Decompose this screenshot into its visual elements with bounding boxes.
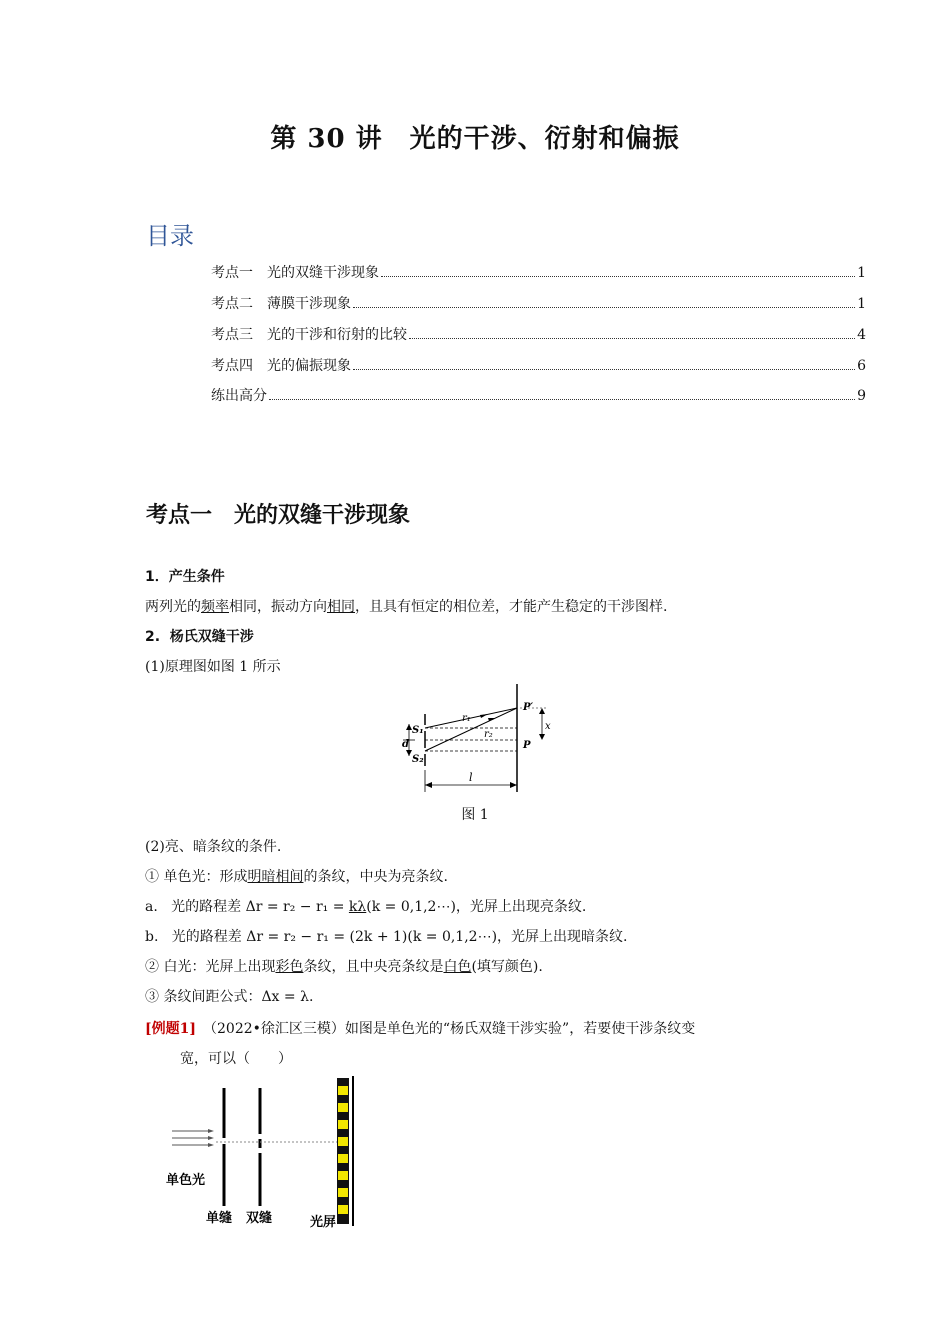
toc-item-page: 9 <box>857 388 866 404</box>
item1-text: 两列光的频率相同，振动方向相同，且具有恒定的相位差，才能产生稳定的干涉图样. <box>145 599 668 615</box>
label-s2: S₂ <box>412 754 424 765</box>
page-title: 第 30 讲 光的干涉、衍射和偏振 <box>270 124 680 154</box>
toc-item[interactable] <box>211 262 866 282</box>
toc-item-label: 考点二 薄膜干涉现象 <box>211 296 351 312</box>
label-d: d <box>402 739 409 750</box>
label-single-slit: 单缝 <box>206 1211 233 1226</box>
toc-leader-dots <box>381 276 855 277</box>
toc-item[interactable] <box>211 385 866 405</box>
label-p: P <box>523 740 531 751</box>
toc-item-label: 练出高分 <box>211 388 267 404</box>
toc-item[interactable] <box>211 324 866 344</box>
toc-leader-dots <box>269 399 855 400</box>
label-r1: r₁ <box>462 713 471 724</box>
white-light-text: ② 白光：光屏上出现彩色条纹，且中央亮条纹是白色(填写颜色). <box>145 959 543 975</box>
label-double-slit: 双缝 <box>246 1211 273 1226</box>
bright-fringe-condition: a. 光的路程差 Δr = r₂ − r₁ = kλ(k = 0,1,2⋯)，光屏上出现亮条纹. <box>145 899 587 915</box>
double-slit-diagram <box>392 684 562 796</box>
label-x: x <box>545 721 551 732</box>
mono-light-text: ① 单色光：形成明暗相间的条纹，中央为亮条纹. <box>145 869 448 885</box>
example-label: [例题1] <box>145 1021 196 1037</box>
example-question: [例题1] （2022•徐汇区三模）如图是单色光的“杨氏双缝干涉实验”，若要使干涉条纹变 <box>145 1021 696 1037</box>
toc-item[interactable] <box>211 355 866 375</box>
experiment-diagram <box>160 1076 360 1230</box>
toc-item-page: 4 <box>857 327 866 343</box>
dark-fringe-condition: b. 光的路程差 Δr = r₂ − r₁ = (2k + 1)(k = 0,1,2⋯)，光屏上出现暗条纹. <box>145 929 628 945</box>
toc-item-page: 1 <box>857 265 866 281</box>
label-l: l <box>469 771 473 784</box>
toc-leader-dots <box>353 307 855 308</box>
label-screen: 光屏 <box>310 1215 337 1230</box>
toc-item-label: 考点一 光的双缝干涉现象 <box>211 265 379 281</box>
label-r2: r₂ <box>484 729 493 740</box>
toc-leader-dots <box>409 338 855 339</box>
label-monochromatic-light: 单色光 <box>166 1173 206 1188</box>
item2-title: 2. 杨氏双缝干涉 <box>145 629 254 645</box>
item1-title: 1．产生条件 <box>145 569 225 585</box>
label-s1: S₁ <box>412 725 424 736</box>
toc-item-page: 1 <box>857 296 866 312</box>
toc-heading: 目录 <box>146 222 194 250</box>
figure-caption: 图 1 <box>461 807 489 823</box>
toc-item-label: 考点四 光的偏振现象 <box>211 358 351 374</box>
toc-item[interactable] <box>211 293 866 313</box>
toc-item-page: 6 <box>857 358 866 374</box>
fringe-spacing-formula: ③ 条纹间距公式：Δx = λ. <box>145 989 314 1005</box>
label-p-prime: P′ <box>523 702 534 713</box>
section-heading: 考点一 光的双缝干涉现象 <box>146 502 411 528</box>
toc-leader-dots <box>353 369 855 370</box>
toc-item-label: 考点三 光的干涉和衍射的比较 <box>211 327 407 343</box>
sub2-text: (2)亮、暗条纹的条件. <box>145 839 282 855</box>
example-question-cont: 宽，可以（ ） <box>180 1051 292 1067</box>
sub1-text: (1)原理图如图 1 所示 <box>145 659 281 675</box>
